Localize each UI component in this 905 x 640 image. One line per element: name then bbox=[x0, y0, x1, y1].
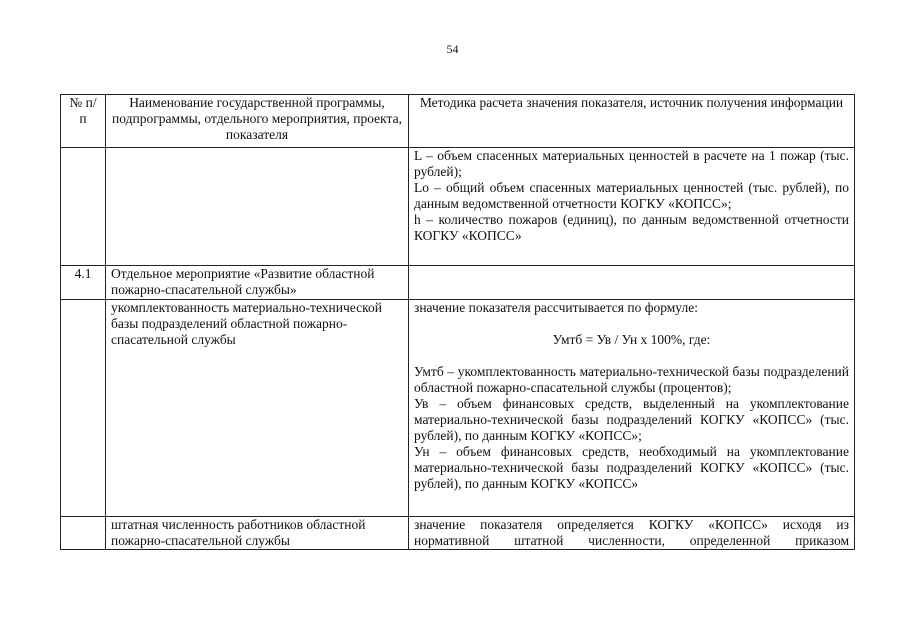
header-method: Методика расчета значения показателя, источник получения информации bbox=[409, 95, 855, 148]
page-number: 54 bbox=[446, 42, 459, 56]
row2-method bbox=[409, 266, 855, 300]
header-name: Наименование государственной программы, подпрограммы, отдельного мероприятия, проекта, показателя bbox=[106, 95, 409, 148]
row3-number bbox=[61, 300, 106, 517]
table-row bbox=[61, 148, 855, 266]
row2-name: Отдельное мероприятие «Развитие областной пожарно-спасательной службы» bbox=[106, 266, 409, 300]
definition-h: h – количество пожаров (единиц), по данным ведомственной отчетности КОГКУ «КОПСС» bbox=[414, 212, 849, 243]
table-row bbox=[61, 517, 855, 550]
definition-Lo: Lo – общий объем спасенных материальных ценностей (тыс. рублей), по данным ведомственной отчетности КОГКУ «КОПСС»; bbox=[414, 180, 849, 211]
definition-Un: Ун – объем финансовых средств, необходимый на укомплектование материально-технической базы подразделений КОГКУ «КОПСС» (тыс. рублей), по данным КОГКУ «КОПСС» bbox=[414, 444, 849, 491]
definition-L: L – объем спасенных материальных ценностей в расчете на 1 пожар (тыс. рублей); bbox=[414, 148, 849, 179]
row1-name bbox=[106, 148, 409, 266]
header-number: № п/п bbox=[61, 95, 106, 148]
row2-number: 4.1 bbox=[61, 266, 106, 300]
row4-name: штатная численность работников областной пожарно-спасательной службы bbox=[106, 517, 409, 550]
formula: Умтб = Ув / Ун х 100%, где: bbox=[552, 332, 711, 347]
formula-intro: значение показателя рассчитывается по формуле: bbox=[414, 300, 698, 315]
table-header-row bbox=[61, 95, 855, 148]
row4-number bbox=[61, 517, 106, 550]
table-row bbox=[61, 266, 855, 300]
row1-number bbox=[61, 148, 106, 266]
row3-method bbox=[409, 300, 855, 517]
table-row bbox=[61, 300, 855, 517]
definition-Uv: Ув – объем финансовых средств, выделенный на укомплектование материально-технической базы подразделений КОГКУ «КОПСС» (тыс. рублей), по данным КОГКУ «КОПСС»; bbox=[414, 396, 849, 443]
definition-Umtb: Умтб – укомплектованность материально-технической базы подразделений областной пожарно-спасательной службы (процентов); bbox=[414, 364, 849, 395]
indicator-methodology-table bbox=[60, 94, 855, 550]
row4-method-text: значение показателя определяется КОГКУ «КОПСС» исходя из нормативной штатной численности, определенной приказом bbox=[414, 517, 849, 548]
row1-method bbox=[409, 148, 855, 266]
row4-method bbox=[409, 517, 855, 550]
row3-name: укомплектованность материально-технической базы подразделений областной пожарно-спасательной службы bbox=[106, 300, 409, 517]
